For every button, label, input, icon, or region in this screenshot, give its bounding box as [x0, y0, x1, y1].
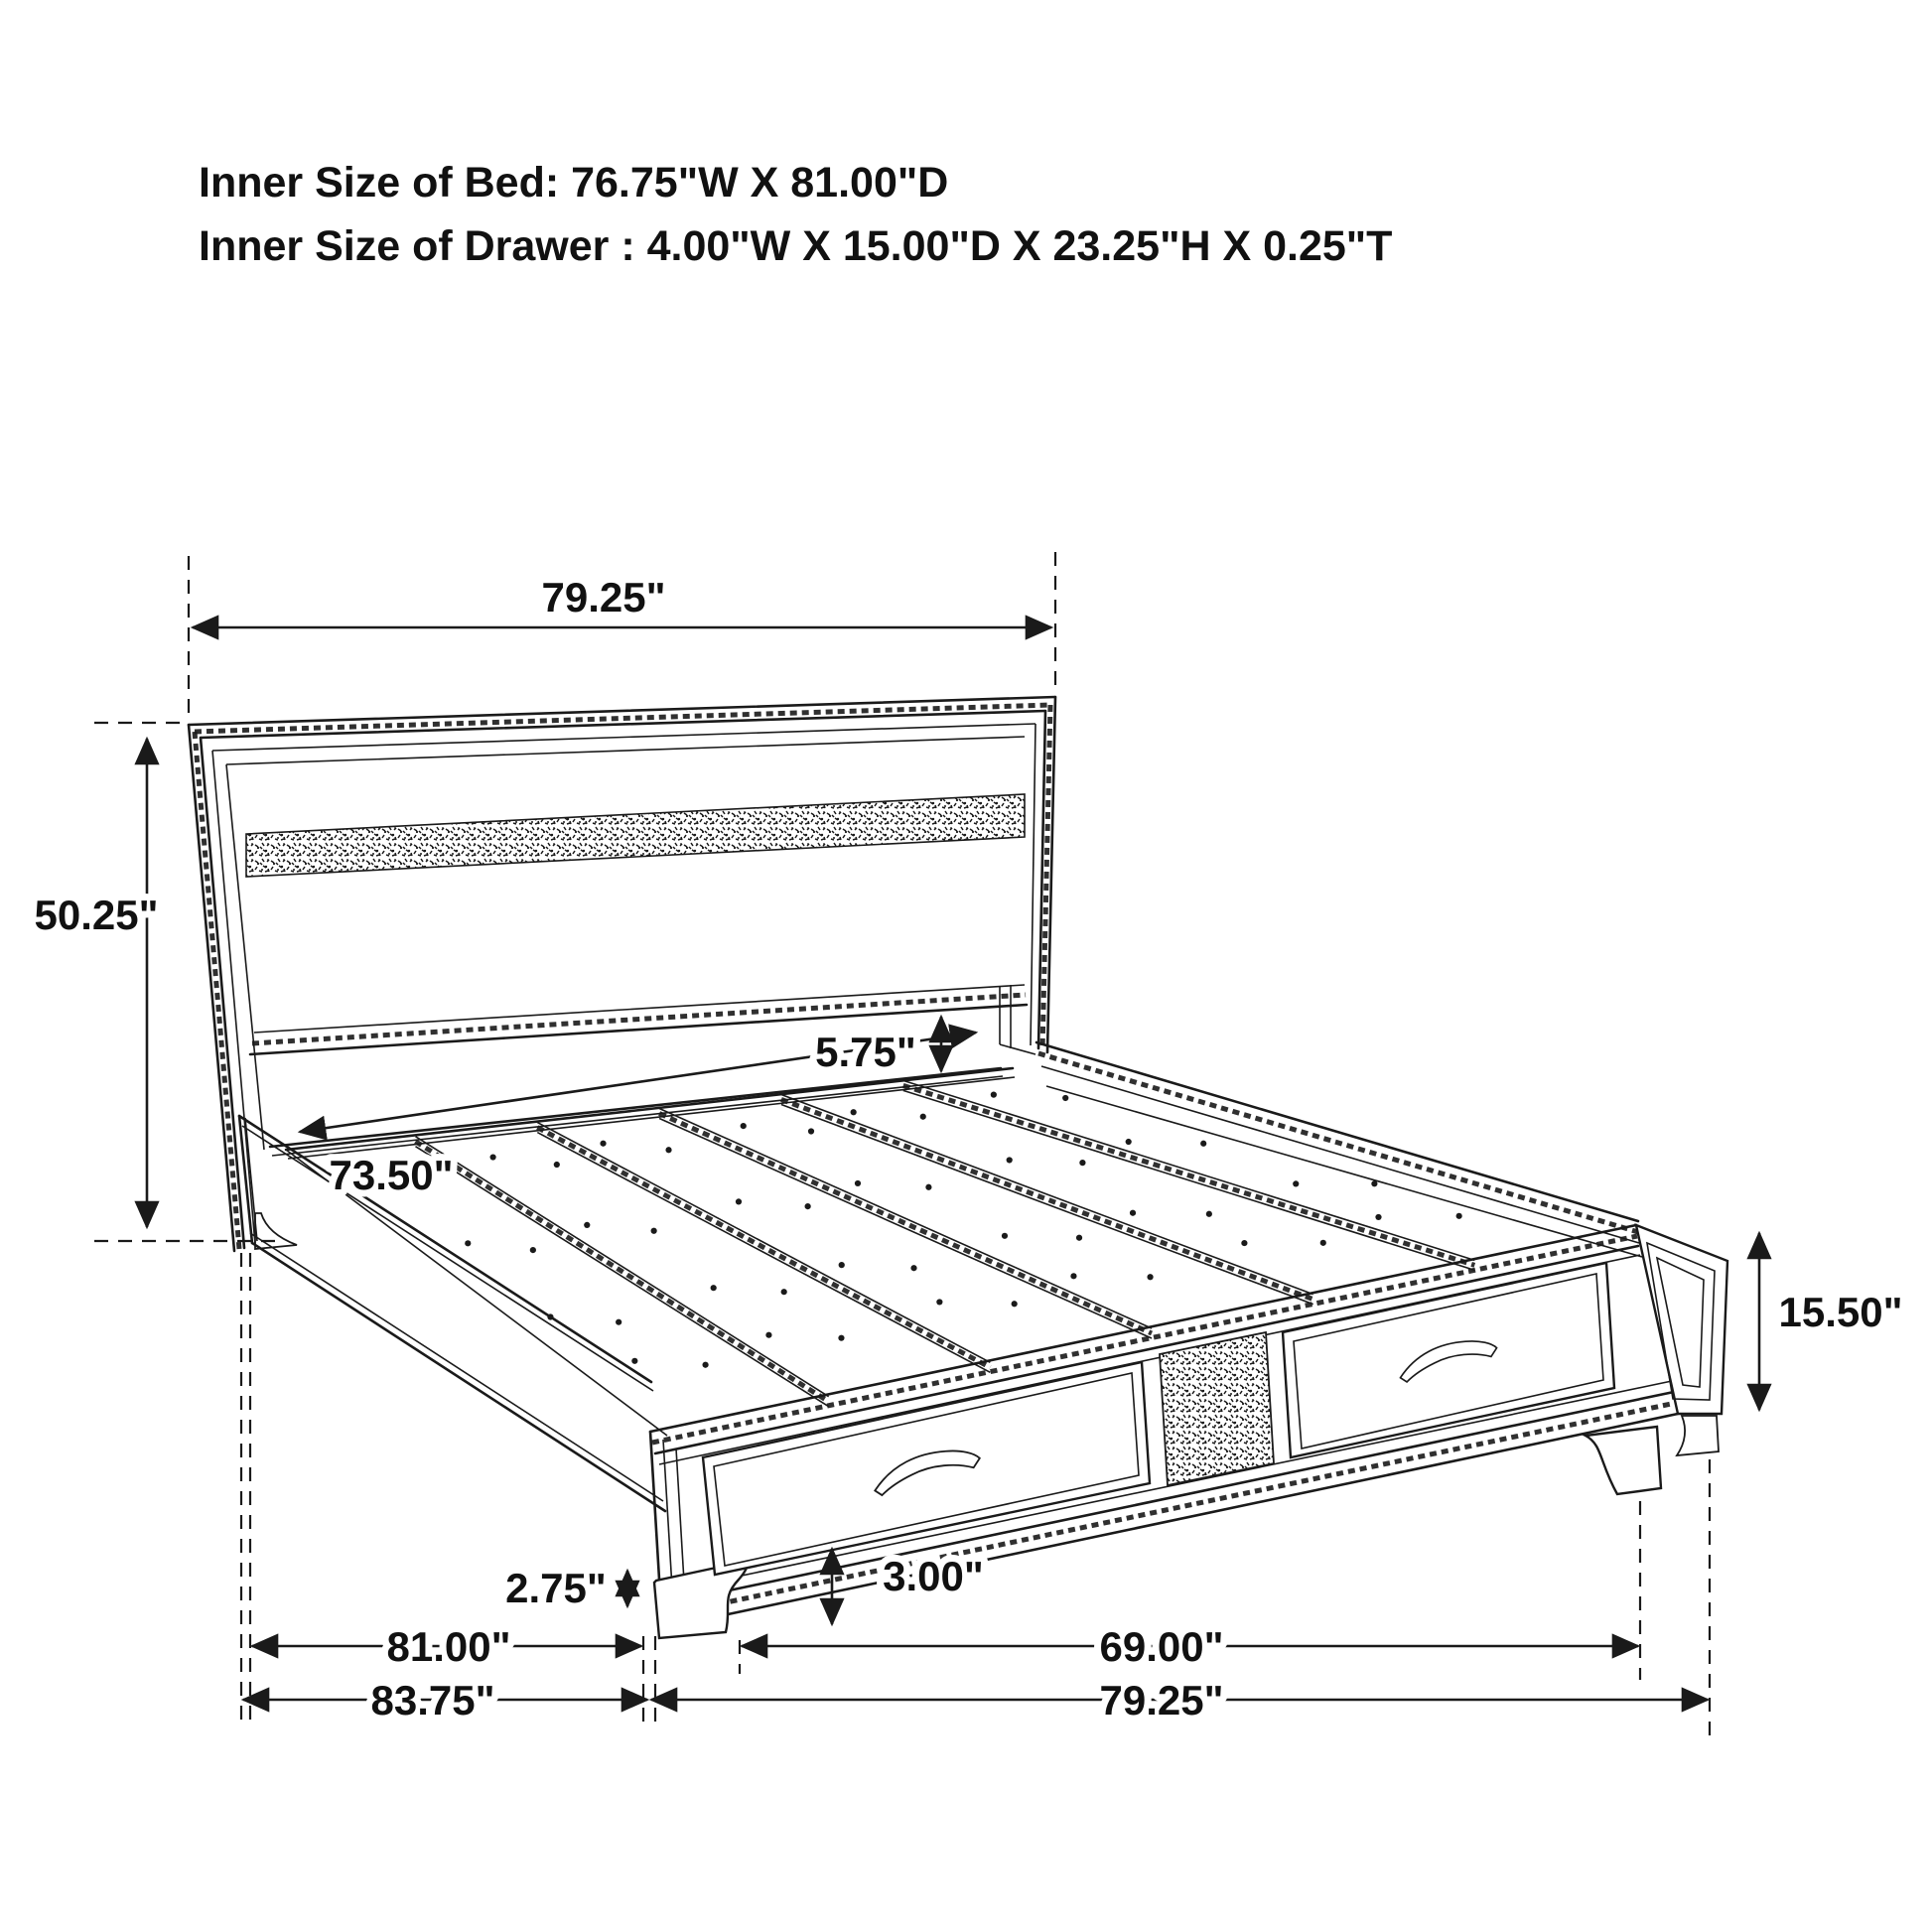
dim-bed-outer-depth-label: 83.75": [370, 1677, 495, 1724]
dim-rail-length-label: 73.50": [329, 1152, 454, 1198]
dim-foot-height-label: 2.75": [505, 1565, 607, 1611]
dim-rail-height-label: 5.75": [815, 1029, 916, 1075]
dim-drawer-clear-span: [742, 1623, 1638, 1670]
dim-footboard-width-label: 79.25": [1099, 1677, 1224, 1724]
dim-drawer-clear-span-label: 69.00": [1099, 1623, 1224, 1670]
footboard-glitter-panel: [1160, 1332, 1274, 1485]
dim-headboard-width: [193, 574, 1051, 627]
dim-bed-inner-depth-label: 81.00": [386, 1623, 511, 1670]
dim-footboard-height-label: 15.50": [1778, 1289, 1903, 1335]
dim-bed-inner-depth: [252, 1623, 641, 1670]
dim-headboard-width-label: 79.25": [541, 574, 666, 621]
end-cap-foot: [1677, 1416, 1719, 1455]
dim-footboard-width: [651, 1677, 1708, 1724]
headboard-glitter-stripe: [246, 794, 1025, 877]
note-inner-size-of-drawer: Inner Size of Drawer : 4.00"W X 15.00"D X 23.25"H X 0.25"T: [199, 222, 1393, 270]
dim-headboard-height: [34, 739, 158, 1227]
left-drawer: [703, 1362, 1150, 1575]
dim-underbed-clearance-label: 3.00": [883, 1553, 984, 1599]
dim-headboard-height-label: 50.25": [34, 892, 159, 938]
footboard: [650, 1225, 1727, 1638]
dim-foot-height: [505, 1565, 627, 1611]
note-inner-size-of-bed: Inner Size of Bed: 76.75"W X 81.00"D: [199, 159, 949, 207]
dim-rail-height: [815, 1017, 941, 1075]
footboard-right-foot: [1586, 1427, 1661, 1494]
dim-footboard-height: [1759, 1233, 1903, 1410]
headboard-foot-bracket: [255, 1213, 297, 1249]
dim-bed-outer-depth: [243, 1677, 647, 1724]
